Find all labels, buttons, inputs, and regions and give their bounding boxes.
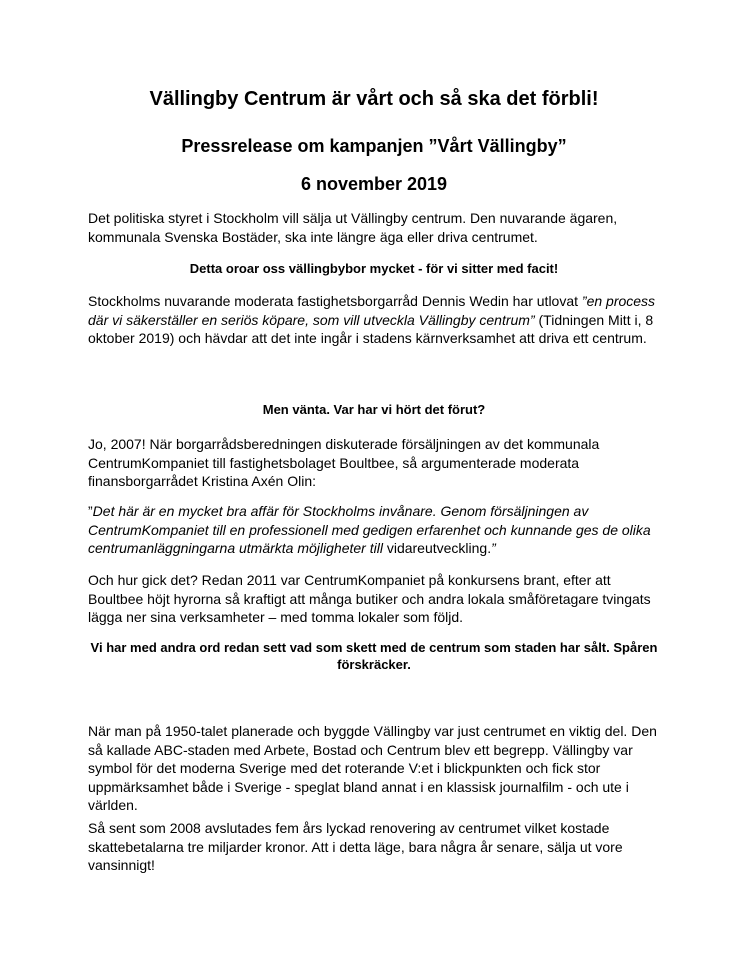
heading-lesson: Vi har med andra ord redan sett vad som skett med de centrum som staden har sålt. Spåren förskräcker. xyxy=(90,640,658,672)
paragraph-outcome: Och hur gick det? Redan 2011 var CentrumKompaniet på konkursens brant, efter att Boultbee höjt hyrorna så kraftigt att många butiker och andra lokala småföretagare tvingats lägga ner sina verksamheter – med tomma lokaler som följd. xyxy=(88,572,651,625)
quote-olin-text: Det här är en mycket bra affär för Stockholms invånare. Genom försäljningen av CentrumKompaniet till en professionell med gedigen erfarenhet och kunnande ges de olika centrumanläggningarna utmärkta möjligheter till xyxy=(88,503,651,556)
paragraph-wedin xyxy=(88,292,660,348)
paragraph-2007: Jo, 2007! När borgarrådsberedningen diskuterade försäljningen av det kommunala CentrumKompaniet till fastighetsbolaget Boultbee, så argumenterade moderata finansborgarrådet Kristina Axén Olin: xyxy=(88,436,600,489)
paragraph-renovation: Så sent som 2008 avslutades fem års lyckad renovering av centrumet vilket kostade skattebetalarna tre miljarder kronor. Att i detta läge, bara några år senare, sälja ut vore vansinnigt! xyxy=(88,820,623,873)
quote-close-mark: ” xyxy=(491,540,496,556)
paragraph-wedin-start: Stockholms nuvarande moderata fastighetsborgarråd Dennis Wedin har utlovat xyxy=(88,293,582,309)
document-title: Vällingby Centrum är vårt och så ska det förbli! xyxy=(149,88,599,110)
paragraph-intro: Det politiska styret i Stockholm vill sälja ut Vällingby centrum. Den nuvarande ägaren, kommunala Svenska Bostäder, ska inte längre äga eller driva centrumet. xyxy=(88,210,618,245)
heading-wait: Men vänta. Var har vi hört det förut? xyxy=(262,402,486,417)
quote-olin-tail: vidareutveckling. xyxy=(382,540,492,556)
paragraph-wedin-quote: ”en process där vi säkerställer en seriös köpare, som vill utveckla Vällingby centrum” xyxy=(88,293,656,328)
heading-concern: Detta oroar oss vällingbybor mycket - för vi sitter med facit! xyxy=(189,261,559,276)
quote-open-mark: ” xyxy=(88,503,93,519)
document-subtitle: Pressrelease om kampanjen ”Vårt Vällingby” xyxy=(181,136,567,156)
paragraph-wedin-end: (Tidningen Mitt i, 8 oktober 2019) och hävdar att det inte ingår i stadens kärnverksamhet att driva ett centrum. xyxy=(88,311,654,346)
paragraph-history: När man på 1950-talet planerade och byggde Vällingby var just centrumet en viktig del. Den så kallade ABC-staden med Arbete, Bostad och Centrum blev ett begrepp. Vällingby var symbol för det moderna Sverige med det roterande V:et i blickpunkten och fick stor uppmärksamhet både i Sverige - speglat bland annat i en klassisk journalfilm - och ute i världen. xyxy=(88,723,657,813)
document-date: 6 november 2019 xyxy=(300,174,448,194)
paragraph-quote-olin xyxy=(88,502,660,558)
